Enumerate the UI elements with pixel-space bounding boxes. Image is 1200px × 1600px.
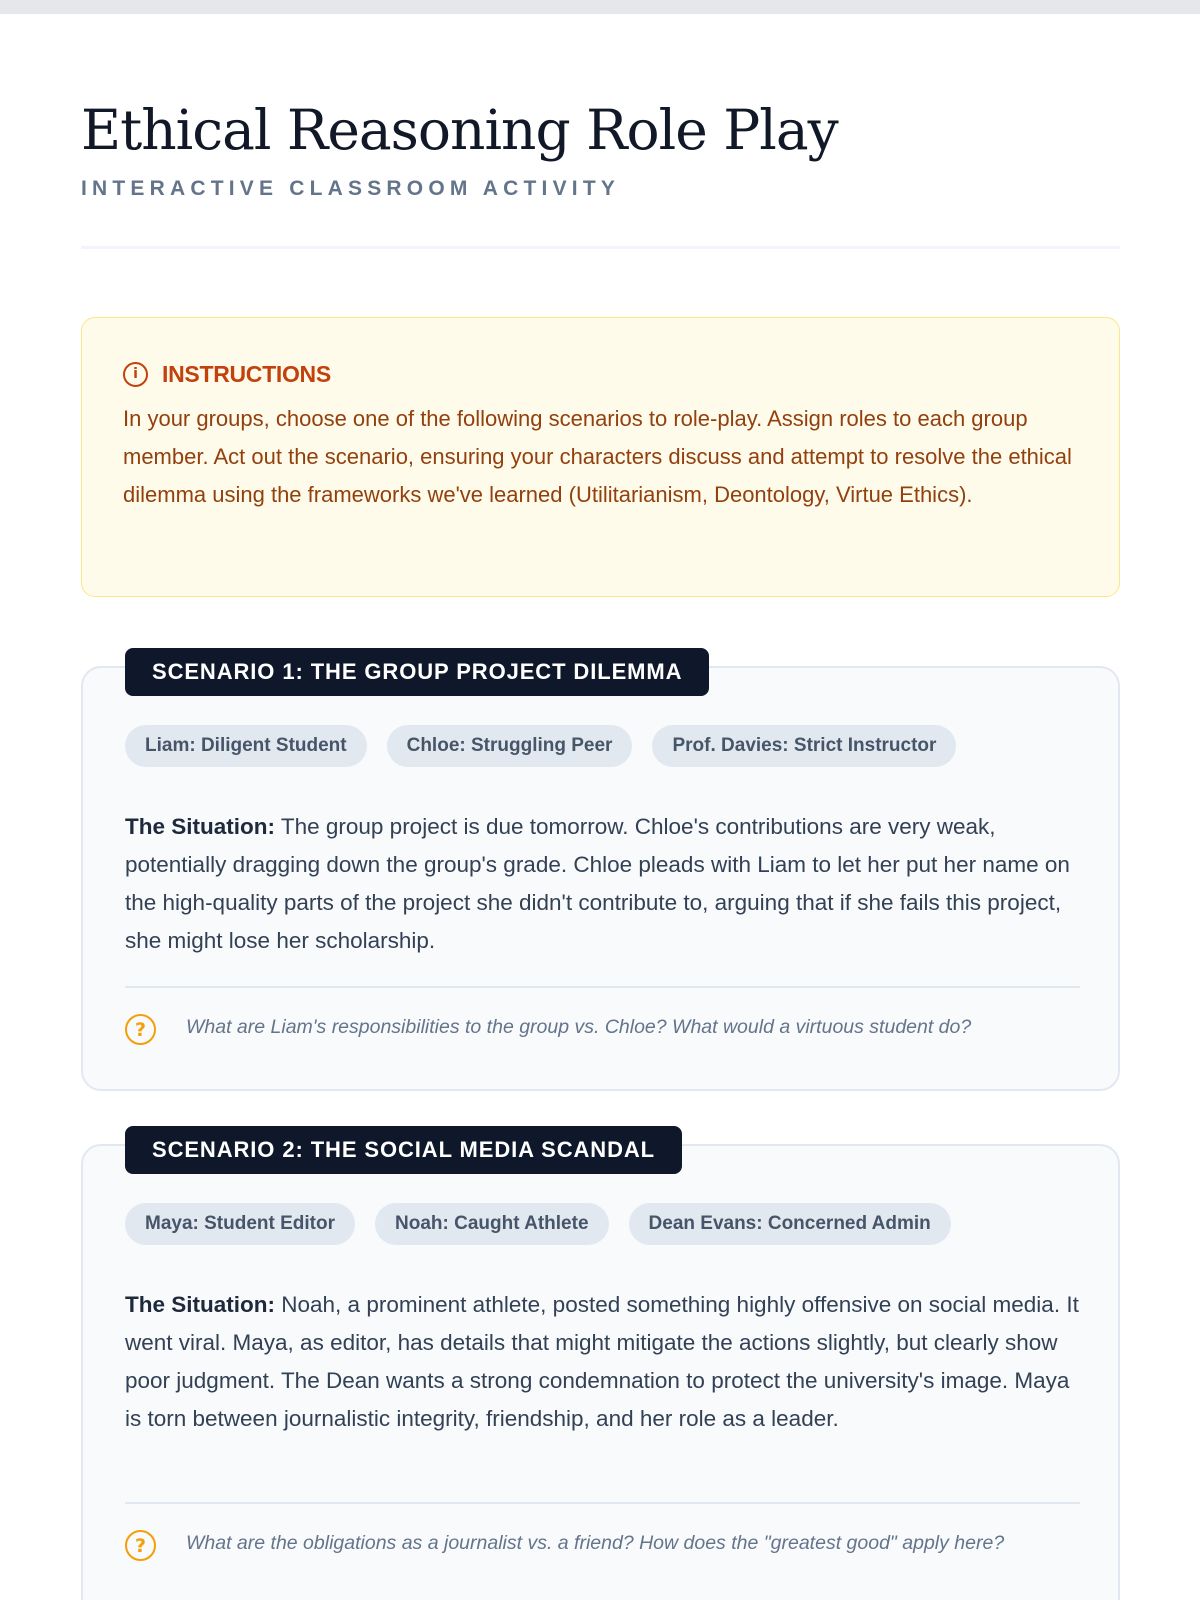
question-divider [125,1502,1080,1504]
instructions-text: In your groups, choose one of the following scenarios to role-play. Assign roles to each group member. Act out the scenario, ensuring your characters discuss and attempt to resolve the ethical dilemma using the frameworks we've learned (Utilitarianism, Deontology, Virtue Ethics). [123,406,1072,507]
role-list [125,1203,951,1245]
role-chip: Noah: Caught Athlete [375,1203,609,1245]
scenario-tag: SCENARIO 1: THE GROUP PROJECT DILEMMA [125,648,709,696]
question-icon: ? [125,1530,156,1561]
role-chip: Maya: Student Editor [125,1203,355,1245]
instructions-title: INSTRUCTIONS [162,360,331,387]
header [81,0,1120,249]
situation-body: The group project is due tomorrow. Chloe's contributions are very weak, potentially dragging down the group's grade. Chloe pleads with Liam to let her put her name on the high-quality parts of the project she didn't contribute to, arguing that if she fails this project, she might lose her scholarship. [125,814,1070,953]
role-chip: Liam: Diligent Student [125,725,367,767]
role-chip: Chloe: Struggling Peer [387,725,633,767]
situation-lead: The Situation: [125,1292,275,1317]
discussion-question [125,1014,1080,1045]
page-subtitle: INTERACTIVE CLASSROOM ACTIVITY [81,177,621,200]
page [81,0,1120,1557]
situation-lead: The Situation: [125,814,275,839]
question-text: What are Liam's responsibilities to the group vs. Chloe? What would a virtuous student do? [186,1016,972,1038]
role-chip: Prof. Davies: Strict Instructor [652,725,956,767]
role-list [125,725,956,767]
header-divider [81,246,1120,249]
situation-text [125,1286,1080,1438]
situation-body: Noah, a prominent athlete, posted something highly offensive on social media. It went viral. Maya, as editor, has details that might mitigate the actions slightly, but clearly show poor judgment. The Dean wants a strong condemnation to protect the university's image. Maya is torn between journalistic integrity, friendship, and her role as a leader. [125,1292,1079,1431]
instructions-box [81,317,1120,597]
role-chip: Dean Evans: Concerned Admin [629,1203,951,1245]
question-divider [125,986,1080,988]
info-icon: i [123,362,148,387]
page-title: Ethical Reasoning Role Play [81,98,838,162]
scenario-card-2 [81,1137,1120,1600]
discussion-question [125,1530,1080,1561]
instructions-header [123,358,1079,390]
situation-text [125,808,1080,960]
question-icon: ? [125,1014,156,1045]
question-text: What are the obligations as a journalist vs. a friend? How does the "greatest good" apply here? [186,1532,1005,1554]
scenario-tag: SCENARIO 2: THE SOCIAL MEDIA SCANDAL [125,1126,682,1174]
scenario-card-1 [81,659,1120,1091]
